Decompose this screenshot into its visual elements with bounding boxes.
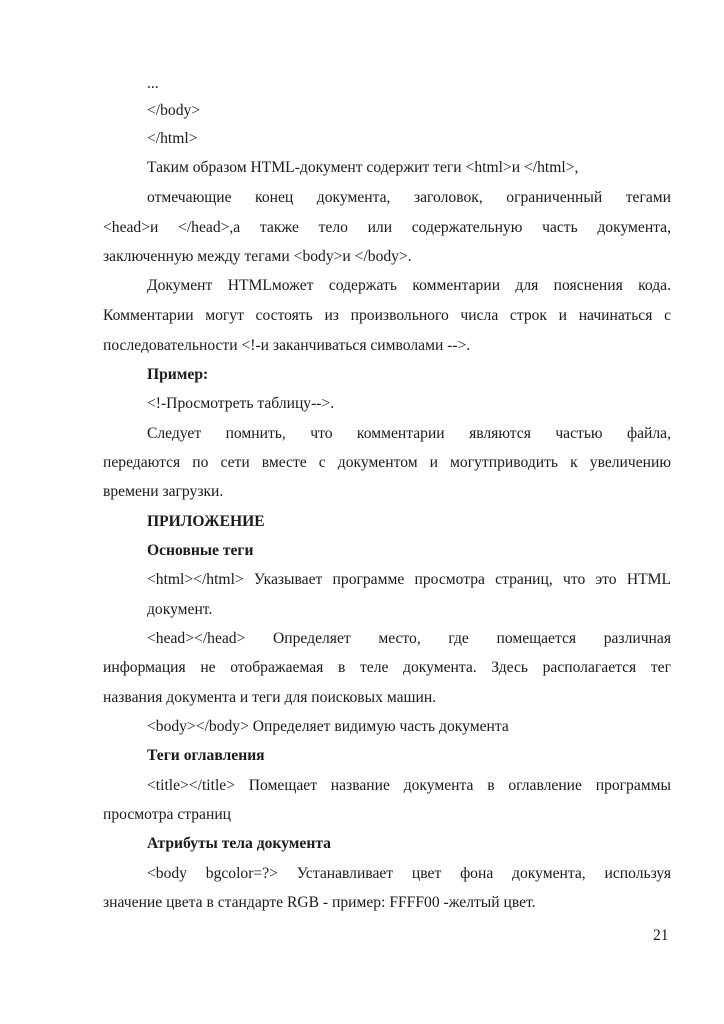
paragraph-line: просмотра страниц: [103, 806, 232, 823]
paragraph-line: документ.: [147, 601, 213, 618]
paragraph-line: Таким образом HTML-документ содержит теги <html>и </html>,: [147, 159, 579, 176]
paragraph-line: <body bgcolor=?> Устанавливает цвет фона документа, используя: [147, 865, 671, 882]
html-close-tag-line: </html>: [147, 130, 198, 147]
paragraph-line: <html></html> Указывает программе просмотра страниц, что это HTML: [147, 571, 671, 588]
paragraph-line: отмечающие конец документа, заголовок, ограниченный тегами: [147, 189, 671, 206]
paragraph-line: <head>и </head>,а также тело или содержательную часть документа,: [103, 219, 671, 236]
paragraph-line: Следует помнить, что комментарии являются частью файла,: [147, 425, 671, 442]
paragraph-line: значение цвета в стандарте RGB - пример: FFFF00 -желтый цвет.: [103, 894, 536, 911]
appendix-heading: ПРИЛОЖЕНИЕ: [147, 513, 265, 530]
basic-tags-heading: Основные теги: [147, 542, 254, 559]
paragraph-line: информация не отображаемая в теле документа. Здесь располагается тег: [103, 659, 671, 676]
title-tags-heading: Теги оглавления: [147, 747, 265, 764]
body-close-tag-line: </body>: [147, 102, 201, 119]
body-attributes-heading: Атрибуты тела документа: [147, 835, 331, 852]
paragraph-line: названия документа и теги для поисковых машин.: [103, 689, 437, 706]
paragraph-line: <head></head> Определяет место, где помещается различная: [147, 630, 671, 647]
example-heading: Пример:: [147, 366, 209, 383]
paragraph-line: времени загрузки.: [103, 483, 224, 500]
page-number: 21: [653, 927, 669, 944]
example-code-line: <!-Просмотреть таблицу-->.: [147, 395, 335, 412]
paragraph-line: <title></title> Помещает название документа в оглавление программы: [147, 777, 671, 794]
paragraph-line: Комментарии могут состоять из произвольного числа строк и начинаться с: [103, 307, 671, 324]
paragraph-line: последовательности <!-и заканчиваться символами -->.: [103, 337, 471, 354]
paragraph-line: <body></body> Определяет видимую часть документа: [147, 718, 509, 735]
ellipsis-line: ...: [147, 75, 159, 92]
paragraph-line: передаются по сети вместе с документом и могутприводить к увеличению: [103, 454, 671, 471]
paragraph-line: Документ HTMLможет содержать комментарии для пояснения кода.: [147, 277, 671, 294]
paragraph-line: заключенную между тегами <body>и </body>.: [103, 248, 412, 265]
